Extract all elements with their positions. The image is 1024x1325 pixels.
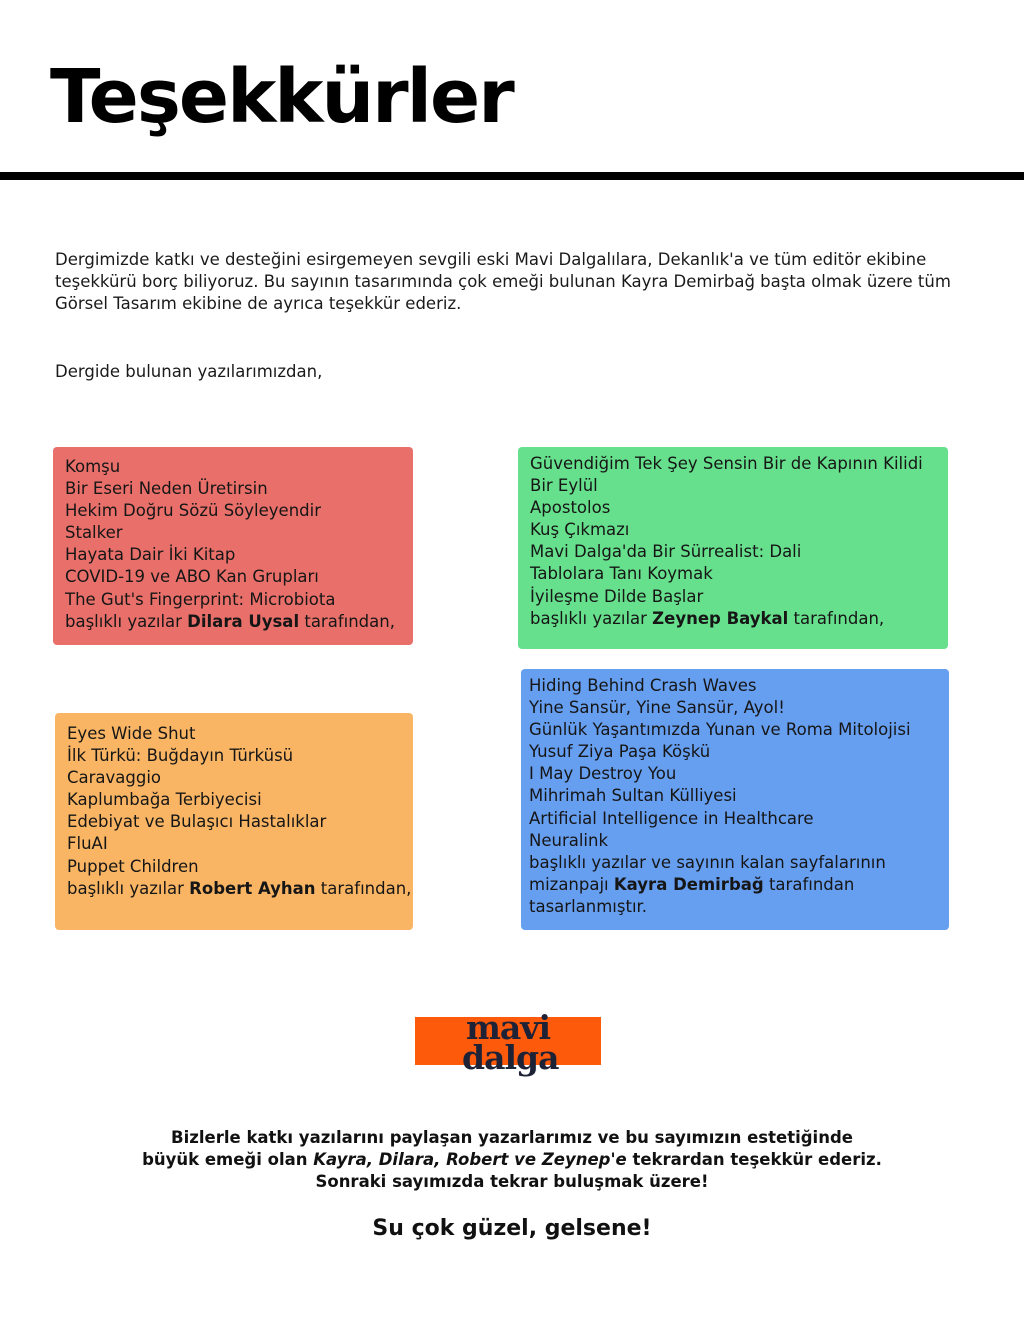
intro-paragraph: Dergimizde katkı ve desteğini esirgemeyen sevgili eski Mavi Dalgalılara, Dekanlık'a ve tüm editör ekibine teşekkürü borç biliyoruz. Bu sayının tasarımında çok emeği bulunan Kayra Demirbağ başta olmak üzere tüm Görsel Tasarım ekibine de ayrıca teşekkür ederiz. (55, 250, 951, 313)
article-title: Kaplumbağa Terbiyecisi (67, 790, 262, 810)
article-title: Komşu (65, 457, 121, 476)
article-list (67, 723, 412, 900)
article-title: İyileşme Dilde Başlar (530, 586, 704, 606)
article-title: Neuralink (529, 830, 609, 850)
byline-prefix: başlıklı yazılar (65, 611, 188, 631)
article-title: Yusuf Ziya Paşa Köşkü (529, 742, 711, 762)
article-title: Artificial Intelligence in Healthcare (529, 808, 814, 828)
article-title: Bir Eylül (530, 476, 598, 496)
article-title: Bir Eseri Neden Üretirsin (65, 479, 268, 499)
article-title: Hayata Dair İki Kitap (65, 545, 236, 565)
byline-suffix: tarafından, (299, 611, 395, 631)
article-title: Hiding Behind Crash Waves (529, 676, 757, 695)
slogan: Su çok güzel, gelsene! (372, 1216, 652, 1241)
article-list (65, 456, 401, 633)
author-name: Zeynep Baykal (652, 608, 789, 628)
logo-line-1: mavi (466, 1008, 551, 1047)
byline (65, 611, 401, 633)
article-title: The Gut's Fingerprint: Microbiota (65, 589, 336, 609)
byline (67, 878, 412, 900)
byline-suffix: tarafından, (788, 608, 885, 628)
byline (530, 608, 936, 630)
article-title: Kuş Çıkmazı (530, 520, 630, 540)
card-kayra-demirbag (521, 669, 949, 930)
article-title: Mavi Dalga'da Bir Sürrealist: Dali (530, 542, 802, 562)
card-dilara-uysal (53, 447, 413, 645)
title-divider (0, 172, 1024, 180)
article-list (529, 675, 937, 918)
card-zeynep-baykal (518, 447, 948, 649)
byline-prefix: başlıklı yazılar (530, 608, 653, 628)
article-title: Hekim Doğru Sözü Söyleyendir (65, 501, 321, 521)
closing-text-start: Bizlerle katkı yazılarını paylaşan yazarlarımız ve bu sayımızın estetiğinde büyük emeği olan (142, 1128, 853, 1169)
article-title: Günlük Yaşantımızda Yunan ve Roma Mitolojisi (529, 720, 911, 740)
article-title: Caravaggio (67, 768, 162, 788)
article-title: FluAI (67, 834, 108, 854)
article-title: Apostolos (530, 498, 611, 518)
byline (529, 852, 937, 918)
closing-names: Kayra, Dilara, Robert ve Zeynep'e (313, 1150, 627, 1169)
byline-prefix: başlıklı yazılar (67, 878, 190, 898)
article-title: Edebiyat ve Bulaşıcı Hastalıklar (67, 812, 327, 832)
article-title: I May Destroy You (529, 764, 677, 784)
article-title: COVID-19 ve ABO Kan Grupları (65, 567, 319, 587)
logo-line-2: dalga (462, 1038, 559, 1077)
article-title: Eyes Wide Shut (67, 724, 196, 743)
card-robert-ayhan (55, 713, 413, 930)
author-name: Dilara Uysal (187, 611, 300, 631)
closing-paragraph (140, 1127, 884, 1193)
article-title: Puppet Children (67, 856, 199, 876)
byline-suffix: tarafından tasarlanmıştır. (529, 874, 855, 916)
author-name: Kayra Demirbağ (613, 874, 764, 894)
mavi-dalga-logo (462, 1008, 559, 1077)
article-title: Stalker (65, 523, 123, 543)
lead-text: Dergide bulunan yazılarımızdan, (55, 362, 323, 381)
article-title: Yine Sansür, Yine Sansür, Ayol! (529, 698, 785, 718)
byline-prefix: başlıklı yazılar ve sayının kalan sayfalarının mizanpajı (529, 852, 886, 894)
article-list (530, 453, 936, 630)
closing-text-end: tekrardan teşekkür ederiz. Sonraki sayımızda tekrar buluşmak üzere! (315, 1150, 882, 1191)
article-title: Mihrimah Sultan Külliyesi (529, 786, 737, 806)
author-name: Robert Ayhan (189, 878, 316, 898)
article-title: Güvendiğim Tek Şey Sensin Bir de Kapının Kilidi (530, 454, 923, 473)
byline-suffix: tarafından, (315, 878, 412, 898)
article-title: İlk Türkü: Buğdayın Türküsü (67, 746, 294, 766)
page-title: Teşekkürler (50, 54, 513, 140)
article-title: Tablolara Tanı Koymak (530, 564, 713, 584)
